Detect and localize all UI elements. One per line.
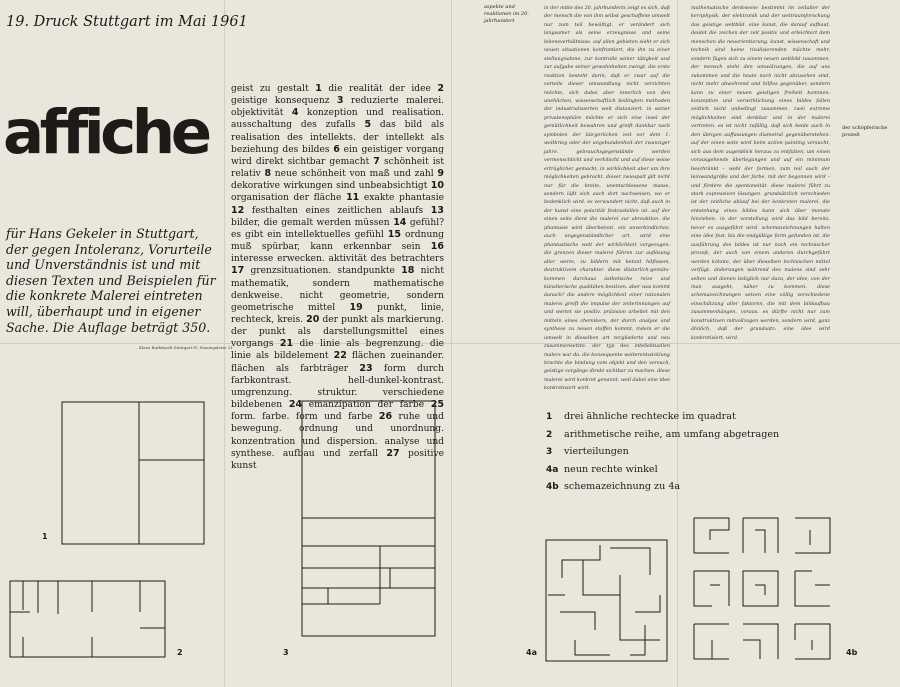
manifest-statement: die realität der idee xyxy=(321,84,438,94)
legend-number: 1 xyxy=(546,412,553,422)
figure-4b-label: 4b xyxy=(846,648,858,657)
margin-note: der schöpferische prozeß xyxy=(842,125,888,138)
manifest-number: 20 xyxy=(306,313,320,325)
manifest-statement: interesse erwecken. aktivität des betrachters xyxy=(231,254,444,265)
manifest-number: 24 xyxy=(288,399,303,411)
manifest-statement: ordnung muß spürbar, kann erkennbar sein xyxy=(231,229,444,253)
manifest-statement: schönheit ist relativ xyxy=(231,156,444,180)
figure-1-squares xyxy=(62,402,204,544)
manifest-statement: emanzipation der farbe xyxy=(302,400,431,411)
legend-text: neun rechte winkel xyxy=(564,463,658,475)
legend-row xyxy=(546,411,779,429)
manifest-number: 7 xyxy=(373,155,380,167)
manifest-statement: nicht mathematik, sondern mathematische denkweise. nicht geometrie, sondern geometrische mittel xyxy=(231,266,445,313)
essay-column-1: in der mitte des 20. jahrhunderts zeigt es sich, daß der mensch die von ihm selbst geschaffene umwelt nur zum teil bewältigt. er verändert sich langsamer als seine erzeugnisse und seine lebensverhältnisse. auf allen gebieten sieht er sich neuen situationen konfrontiert, die ihn zu einer stellungnahme, zur kontrolle seiner tätigkeit und zur aufgabe seiner gewohnheiten zwingt. die erste reaktion besteht darin, daß er zwar auf die vorteile dieser umwandlung nicht verzichten möchte, sich dabei aber innerlich von den unehlichen, wissenschaftlich bedingten methoden der industrialisierten welt distanziert. in seiner privatensphäre möchte er sich eine insel der gemütlichkeit bewahren und greift dankbar nach symbolen der bürgerlichen zeit vor dem 1. weltkrieg oder der ungebundenheit der zwanziger jahre. gebrauchsgegenstände werden vermenschlicht und verkitscht und auf diese weise erträglicher gemacht, in wirklichkeit aber um ihre möglichkeiten gebracht. dieser zwiespalt gilt nicht nur für die breite, unentschlossene masse, sondern läßt sich auch dort nachweisen, wo er bedenklich wird. es verwundert nicht, daß auch in der kunst eine polarität festzustellen ist. auf der einen seite dient die malerei zur abreaktion. die phantasie wird überbetont, ein unverbindliches, auch ungegenständlicher art, wird eine phantastische welt der wirklichkeit vorgezogen. die grenzen dieser malerei führen zur auflösung aller werte, zu bildern mit betont hilflosem, destruktivem charakter. diese düsterlich-gemüts-kommen durchaus ästhetische reize und künstlerische qualitäten besitzen. aber was kommt danach? die andere möglichkeit einer rationalen malerei greift die impulse der zeiterinnungen auf und wertet sie positiv. präzision arbeitet mit den mitteln eines chemikers, der durch analyse und synthese zu neuen stoffen kommt, indem er die umwelt in dieselben art zergliederte und neu zusammensetzte. der typ des intellektuellen malers war da. die konsequente weiterentwicklung brachte die bindung vom objekt und den versuch, geistige vorgänge direkt sichtbar zu machen. diese malerei wird konkret genannt, weil dabei eine idee konkretisiert wird. xyxy=(544,5,670,392)
figure-4a-label: 4a xyxy=(526,648,537,657)
manifest-number: 5 xyxy=(364,119,372,131)
figure-4a-angles xyxy=(546,540,667,661)
manifest-number: 17 xyxy=(231,265,245,277)
date-line: 19. Druck Stuttgart im Mai 1961 xyxy=(6,14,248,30)
manifest-statement: geist zu gestalt xyxy=(231,84,316,94)
manifest-statement: konzeption und realisation. ausschaltung des zufalls xyxy=(231,108,444,131)
legend-text: drei ähnliche rechtecke im quadrat xyxy=(564,411,736,422)
manifest-statement: geistige konsequenz xyxy=(231,96,337,107)
manifest-number: 12 xyxy=(231,204,245,216)
legend-number: 2 xyxy=(546,429,553,440)
legend-row xyxy=(546,464,779,482)
manifest-statement: flächen zueinander. flächen als farbträger xyxy=(231,351,444,374)
manifest-number: 23 xyxy=(359,362,373,374)
manifest-number: 2 xyxy=(437,83,444,94)
manifest-statement: das bild als realisation des intellekts. der intellekt als beziehung des bildes xyxy=(231,120,444,155)
legend-number: 4a xyxy=(546,464,559,475)
manifest-statement: punkt, linie, rechteck, kreis. xyxy=(231,302,444,325)
manifest-number: 22 xyxy=(333,350,347,362)
figure-legend xyxy=(546,411,779,499)
manifest-number: 3 xyxy=(336,95,344,107)
legend-text: arithmetische reihe, am umfang abgetragen xyxy=(564,428,780,440)
manifest-number: 16 xyxy=(430,241,444,253)
manifest-number: 21 xyxy=(279,338,294,350)
manifest-number: 1 xyxy=(315,83,322,94)
manifest-statement: ruhe und bewegung. ordnung und unordnung. konzentration und dispersion. analyse und synthese. aufbau und zerfall xyxy=(231,412,444,459)
figure-2-label: 2 xyxy=(177,648,183,657)
manifest-number: 18 xyxy=(401,265,415,277)
manifest-statement: der punkt als markierung. der punkt als darstellungsmittel eines vorgangs xyxy=(231,314,444,350)
legend-row xyxy=(546,481,779,499)
figure-1-label: 1 xyxy=(42,532,48,541)
manifest-number: 8 xyxy=(264,168,272,180)
manifest-number: 6 xyxy=(333,143,340,155)
manifest-statement: form durch farbkontrast. hell-dunkel-kontrast. umgrenzung. struktur. verschiedene bildebenen xyxy=(231,363,444,411)
manifest-number: 25 xyxy=(430,399,445,411)
manifest-number: 4 xyxy=(291,107,299,119)
manifest-statement: organisation der fläche xyxy=(231,193,347,204)
dedication-text: für Hans Gekeler in Stuttgart, der gegen Intoleranz, Vorurteile und Unverständnis ist und mit diesen Texten und Beispielen für die konkrete Malerei eintreten will, überhaupt und in eigener Sache. Die Auflage beträgt 350. xyxy=(6,226,216,335)
manifest-number: 10 xyxy=(430,180,444,192)
manifest-statement: festhalten eines zeitlichen ablaufs xyxy=(244,205,431,216)
manifest-statement: die linie als begrenzung. die linie als bildelement xyxy=(231,339,444,362)
legend-text: schemazeichnung zu 4a xyxy=(564,481,681,492)
manifest-number: 11 xyxy=(346,192,360,204)
legend-text: vierteilungen xyxy=(564,446,629,457)
manifest-statement: neue schönheit von maß und zahl xyxy=(271,169,438,180)
manifest-number: 26 xyxy=(378,411,393,423)
legend-number: 4b xyxy=(546,482,559,492)
manifest-number: 13 xyxy=(430,204,444,216)
figure-2-series xyxy=(10,581,165,657)
manifest-statement: dekorative wirkungen sind unbeabsichtigt xyxy=(231,181,431,192)
manifest-number: 15 xyxy=(387,228,401,240)
manifest-statement: exakte phantasie xyxy=(359,193,445,204)
manifest-statement: gefühl? es gibt ein intellektuelles gefühl xyxy=(231,217,444,240)
manifest-number: 19 xyxy=(349,301,363,313)
publisher-imprint: Klaus Burkhardt Stuttgart-N. Staatsgalerie 21 xyxy=(139,345,233,350)
manifest-statement: ein geistiger vorgang wird direkt sichtbar gemacht xyxy=(231,144,444,167)
figure-4b-schema xyxy=(694,518,830,659)
legend-row xyxy=(546,429,779,447)
manifest-statement: bilder, die gemalt werden müssen xyxy=(231,217,394,228)
legend-number: 3 xyxy=(546,447,553,457)
figure-3-divisions xyxy=(302,401,435,636)
manifest-statement: reduzierte malerei. objektivität xyxy=(231,96,444,119)
manifest-number: 27 xyxy=(386,447,400,459)
essay-column-2: mathematische denkweise bestimmt im zeitalter der kernphysik, der elektronik und der weltraumforschung das geistige weltbild. eine kunst, die darauf aufbaut, deutet die zeichen der zeit positiv und erleichtert dem menschen die neuorientierung. kunst, wissenschaft und technik sind keine rivalisierenden mächte mehr, sondern fügen sich zu einem neuen weltbild zusammen. der mensch steht den umwälzungen, die auf uns zukommen und die heute noch nicht abzusehen sind, nicht mehr abwehrend und hilflos gegenüber, sondern kann zu einer neuen geistigen freiheit kommen. konzeption und verwirklichung eines bildes fallen zeitlich nicht unbedingt zusammen. zwei extreme möglichkeiten sind denkbar und in der malerei vertreten. es ist nicht zufällig, daß sich beide auch in den übrigen auffassungen diametral gegenüberstehen. auf der einen seite wird beim action painting versucht, sich aus dem augenblick heraus zu entfalten, um einen vorausgehende überlegungen und auf ein minimum beschränkt – wohl der formen, zum teil auch der leinwandgröße und der farbe, mit der begonnen wird – und fördere die spontaneität. diese malerei führt zu stark expressiven lösungen. grundsätzlich verschieden ist der zeitliche ablauf bei der konkreten malerei. die entstehung eines bildes kann sich über monate hinziehen. in der vorstellung wird das bild bereits, bevor es ausgeführt wird. schemazeichnungen halten eine idee fest, bis die endgültige form gefunden ist. die ausführung des bildes ist nur noch ein technischer prozeß, der auch von einem anderen durchgeführt werden könnte, der über dieselben technischen mittel verfügt. änderungen während des malens sind sehr selten und dienen lediglich nur dazu, der idee, von der man ausgeht, näher zu kommen. diese schemazeichnungen setzen eine völlig verschiedene einschätzung aller faktoren, die mit dem bildaufbau zusammenhängen, voraus. es dürfte nicht nur zum konstruktiven mitvollzogen werden, sondern wird, ganz ähnlich, daß der grundsatz: eine idee wird konkretisiert, wird. xyxy=(691,5,830,341)
legend-row xyxy=(546,446,779,464)
side-note: aspekte und reaktionen im 20. jahrhundert xyxy=(484,4,529,24)
manifest-number: 14 xyxy=(393,216,407,228)
manifest-statement: form. farbe. form und farbe xyxy=(231,412,379,423)
manifest-number: 9 xyxy=(437,168,444,180)
figure-3-label: 3 xyxy=(283,648,289,657)
manifest-statement: positive kunst xyxy=(231,448,444,471)
poster-title: affiche xyxy=(3,97,208,168)
manifest-statement: grenzsituationen. standpunkte xyxy=(244,266,402,277)
